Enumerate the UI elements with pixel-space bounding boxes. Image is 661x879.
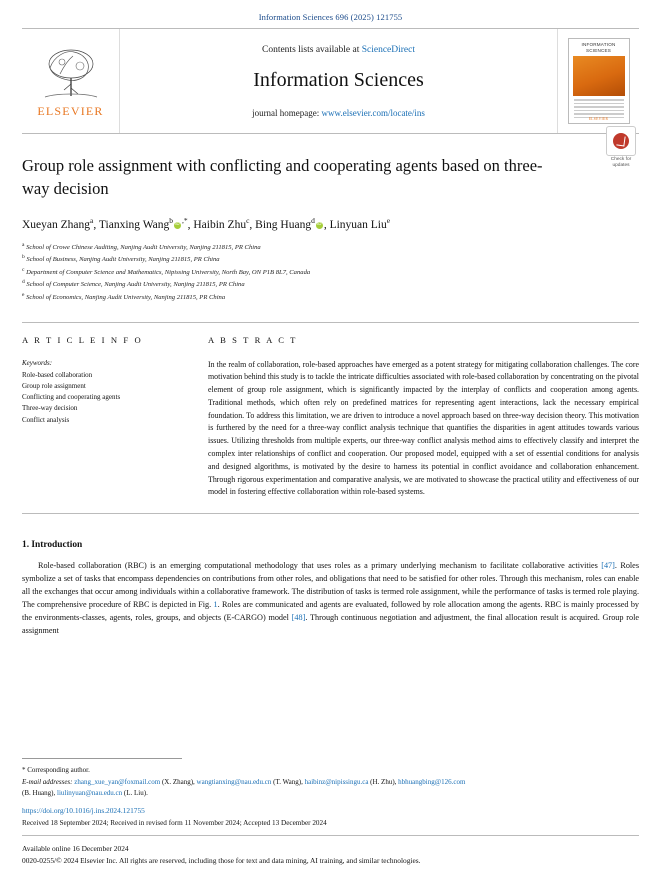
- journal-homepage-link[interactable]: www.elsevier.com/locate/ins: [321, 107, 425, 118]
- corresponding-marker: ,*: [182, 215, 188, 225]
- author-affil-marker: a: [90, 215, 94, 225]
- cover-publisher: ELSEVIER: [588, 117, 609, 121]
- orcid-icon[interactable]: [316, 222, 323, 229]
- email-link[interactable]: liulinyuan@nau.edu.cn: [57, 788, 123, 797]
- email-owner: (T. Wang): [273, 777, 302, 786]
- affiliation-text: School of Crowe Chinese Auditing, Nanjing Audit University, Nanjing 211815, PR China: [26, 244, 261, 252]
- figure-link-1[interactable]: 1: [213, 600, 218, 610]
- affiliation-list: [22, 241, 639, 304]
- keywords-label: Keywords:: [22, 358, 53, 367]
- copyright-line: 0020-0255/© 2024 Elsevier Inc. All rights are reserved, including those for text and data mining, AI training, and similar technologies.: [22, 856, 421, 866]
- intro-paragraph: [22, 560, 639, 638]
- para-text: . Roles symbolize a set of tasks that encompass dependencies on contributions from other roles, and obligations that need to be satisfied for other roles. Through this mechanism, roles can enable all the exchanges that occur among individuals within a collaborative framework. The distribution of tasks is termed role assignment, while the performance of tasks is termed role playing. The comprehensive procedure of RBC is depicted in Fig.: [22, 561, 640, 610]
- citation-link-47[interactable]: [47]: [601, 561, 615, 571]
- available-online: Available online 16 December 2024: [22, 844, 129, 854]
- para-text: . Roles are communicated and agents are evaluated, followed by role allocation among the agents. RBC is mainly processed by the environments-classes, agents, roles, groups, and objects (E-CARGO) model: [22, 600, 640, 623]
- keywords-list: [22, 370, 194, 427]
- email-link[interactable]: zhang_xue_yan@foxmail.com: [74, 777, 161, 786]
- email-link[interactable]: wangtianxing@nau.edu.cn: [196, 777, 272, 786]
- author-name: Xueyan Zhang: [22, 218, 91, 231]
- email-label: E-mail addresses:: [22, 777, 73, 786]
- publisher-logo: [22, 29, 120, 133]
- affiliation-marker: a: [22, 241, 25, 248]
- email-owner: (B. Huang): [22, 788, 54, 797]
- orcid-icon[interactable]: [174, 222, 181, 229]
- author-name: Tianxing Wang: [98, 218, 170, 231]
- author-affil-marker: d: [311, 215, 315, 225]
- contents-prefix: Contents lists available at: [261, 44, 362, 55]
- affiliation-marker: e: [22, 291, 25, 298]
- email-link[interactable]: hbhuangbing@126.com: [398, 777, 466, 786]
- affiliation-text: School of Economics, Nanjing Audit University, Nanjing 211815, PR China: [26, 294, 226, 302]
- footnote-rule: [22, 758, 182, 759]
- citation-link-48[interactable]: [48]: [291, 613, 306, 623]
- contents-line: [262, 45, 415, 55]
- masthead-center: [120, 29, 557, 133]
- journal-masthead: [22, 28, 639, 134]
- article-info-heading: A R T I C L E I N F O: [22, 334, 143, 345]
- affiliation-item: [22, 253, 639, 266]
- doi-line: [22, 806, 639, 815]
- email-owner: (X. Zhang): [161, 777, 194, 786]
- affiliation-text: School of Computer Science, Nanjing Audit University, Nanjing 211815, PR China: [26, 281, 245, 289]
- author-affil-marker: c: [246, 215, 250, 225]
- cover-artwork: [573, 56, 625, 96]
- keyword-item: Three-way decision: [22, 404, 78, 413]
- crossmark-label: Check for updates: [610, 157, 632, 168]
- crossmark-icon: [606, 126, 636, 156]
- affiliation-item: [22, 241, 639, 254]
- affiliation-item: [22, 291, 639, 304]
- keyword-item: Conflict analysis: [22, 415, 70, 424]
- para-text: Role-based collaboration (RBC) is an emerging computational methodology that uses roles as a primary underlying mechanism to facilitate collaborative activities: [38, 561, 602, 571]
- affiliation-marker: b: [22, 254, 25, 261]
- affiliation-item: [22, 278, 639, 291]
- abstract-text: In the realm of collaboration, role-based approaches have emerged as a potent strategy for mitigating collaboration challenges. The core motivation behind this study is to tackle the intricate difficulties associated with role-based collaboration by concentrating on the pivotal element of group role assignment, which is significantly impacted by the interplay of conflicts and cooperation among agents. Traditional methods, which often rely on predefined matrices for representing agent interactions, lack the necessary empirical foundation. To address this limitation, we are driven to introduce a novel approach based on three-way decision theory. This motivation is furthered by the need for a three-way conflict analysis technique that quantifies the disparities in agent attitudes towards various issues. Utilizing thresholds from multiple experts, our three-way conflict analysis method aims to effectively classify and interpret the complex inter relationships of conflict and cooperation. Our proposed model, equipped with a set of essential conditions for analysis and designed algorithms, is motivated by the desire to harness its potential in conflict avoidance and collaboration enhancement. Through rigorous experimentation and comparative analysis, we are motivated to showcase the practical utility and effectiveness of our model in fostering effective collaboration within role-based systems.: [208, 359, 639, 497]
- journal-title: Information Sciences: [253, 68, 424, 91]
- page-title: Group role assignment with conflicting and cooperating agents based on three-way decision: [22, 156, 543, 199]
- abstract-column: [208, 335, 639, 500]
- author-name: Linyuan Liu: [329, 218, 387, 231]
- sciencedirect-link[interactable]: ScienceDirect: [361, 44, 415, 55]
- cover-text-lines: [574, 99, 624, 118]
- author-name: Bing Huang: [255, 218, 312, 231]
- title-area: [22, 154, 639, 201]
- keyword-item: Group role assignment: [22, 381, 86, 390]
- homepage-line: [252, 108, 425, 118]
- running-head-text: Information Sciences 696 (2025) 121755: [258, 12, 403, 22]
- footer-block: [22, 835, 639, 867]
- email-owner: (L. Liu): [123, 788, 147, 797]
- article-info-column: [22, 335, 208, 500]
- email-owner: (H. Zhu): [370, 777, 395, 786]
- article-body: [22, 540, 639, 638]
- email-link[interactable]: haibinz@nipissingu.ca: [304, 777, 369, 786]
- keyword-item: Conflicting and cooperating agents: [22, 393, 121, 402]
- affiliation-marker: d: [22, 279, 25, 286]
- affiliation-text: School of Business, Nanjing Audit University, Nanjing 211815, PR China: [26, 256, 220, 264]
- masthead-right: [557, 29, 639, 133]
- doi-link[interactable]: https://doi.org/10.1016/j.ins.2024.121755: [22, 806, 145, 815]
- article-info-abstract-block: [22, 322, 639, 515]
- homepage-prefix: journal homepage:: [252, 107, 322, 118]
- affiliation-text: Department of Computer Science and Mathematics, Nipissing University, North Bay, ON P1B 8L7, Canada: [26, 269, 311, 277]
- cover-title: INFORMATION SCIENCES: [569, 39, 629, 54]
- para-text: . Through continuous negotiation and adjustment, the final allocation result is acquired. Group role assignment: [22, 613, 639, 636]
- corresponding-author-note: * Corresponding author.: [22, 766, 90, 775]
- affiliation-marker: c: [22, 266, 25, 273]
- crossmark-badge[interactable]: [603, 126, 639, 168]
- running-head: [0, 0, 661, 22]
- journal-cover-thumbnail: [568, 38, 630, 124]
- author-affil-marker: b: [169, 215, 173, 225]
- keyword-item: Role-based collaboration: [22, 370, 93, 379]
- abstract-heading: A B S T R A C T: [208, 334, 298, 345]
- article-history: Received 18 September 2024; Received in revised form 11 November 2024; Accepted 13 December 2024: [22, 819, 327, 827]
- affiliation-item: [22, 266, 639, 279]
- author-affil-marker: e: [386, 215, 391, 225]
- elsevier-tree-icon: [40, 44, 102, 102]
- email-addresses-note: E-mail addresses: zhang_xue_yan@foxmail.com (X. Zhang), wangtianxing@nau.edu.cn (T. Wang), haibinz@nipissingu.ca (H. Zhu), hbhuangbing@126.com (B. Huang), liulinyuan@nau.edu.cn (L. Liu).: [22, 777, 466, 797]
- author-list: Xueyan Zhang$^a$, Tianxing Wang$^b$iD ,*, Haibin Zhu$^c$, Bing Huang$^d$ iD , Linyuan Liu$^e$: [22, 215, 639, 234]
- footnote-block: [22, 758, 639, 827]
- author-name: Haibin Zhu: [193, 218, 247, 231]
- section-heading: 1. Introduction: [22, 540, 83, 551]
- publisher-name: ELSEVIER: [37, 103, 104, 118]
